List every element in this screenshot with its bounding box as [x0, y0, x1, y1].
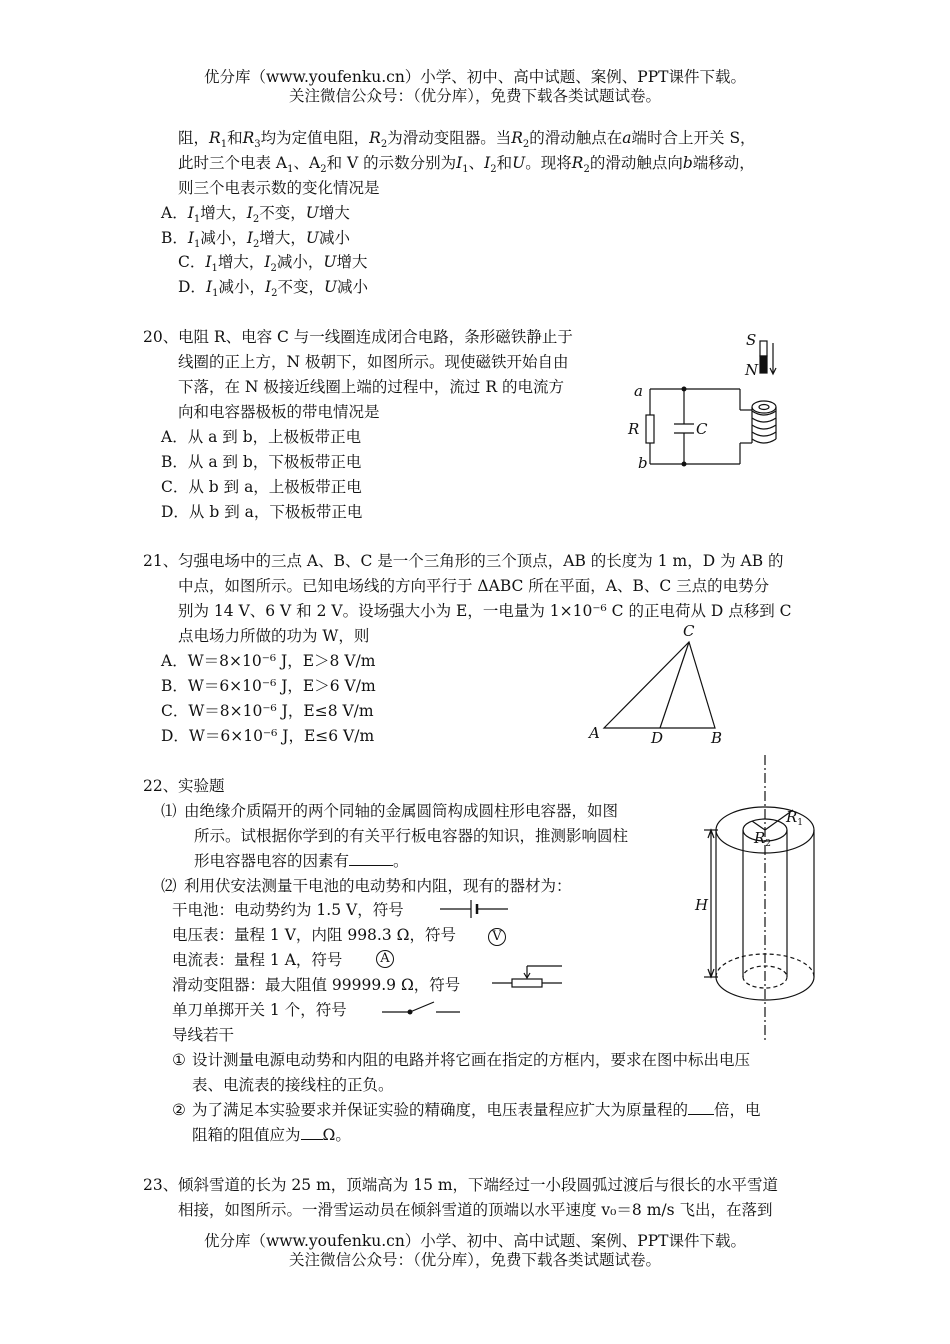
multiple-blank[interactable]	[688, 1100, 714, 1115]
task2-line-2: 阻箱的阻值应为 Ω。	[192, 1126, 351, 1144]
q22-p1-line-1: 由绝缘介质隔开的两个同轴的金属圆筒构成圆柱形电容器，如图	[184, 802, 619, 820]
item-battery: 干电池：电动势约为 1.5 V，符号	[172, 901, 404, 919]
q19-line-3: 则三个电表示数的变化情况是	[178, 179, 380, 197]
q23-number: 23、	[143, 1176, 179, 1194]
magnet-s-pole	[760, 341, 767, 356]
q21-line-1: 匀强电场中的三点 A、B、C 是一个三角形的三个顶点，AB 的长度为 1 m，D 为 AB 的	[178, 552, 784, 570]
q21-triangle-figure	[585, 620, 735, 750]
task1-line-2: 表、电流表的接线柱的正负。	[192, 1076, 394, 1094]
q19-option-b[interactable]: B．$I_1$减小，$I_2$增大，U减小	[161, 229, 351, 251]
q19-option-d[interactable]: D．$I_1$减小，$I_2$不变，U减小	[178, 278, 369, 300]
label-b: B	[711, 729, 723, 747]
label-h: H	[695, 896, 709, 914]
voltmeter-symbol: V	[488, 928, 506, 946]
q20-option-c[interactable]: C．从 b 到 a，上极板带正电	[161, 478, 362, 496]
ammeter-symbol: A	[376, 950, 394, 968]
rheostat-symbol	[492, 962, 564, 994]
resistance-blank[interactable]	[301, 1125, 323, 1140]
q22-title: 实验题	[178, 777, 225, 795]
q20-line-1: 电阻 R、电容 C 与一线圈连成闭合电路，条形磁铁静止于	[178, 328, 573, 346]
label-b: b	[638, 454, 648, 472]
q20-line-2: 线圈的正上方，N 极朝下，如图所示。现使磁铁开始自由	[178, 353, 569, 371]
task1-label: ①	[172, 1051, 186, 1069]
q20-circuit-figure	[620, 325, 790, 475]
switch-symbol	[382, 998, 462, 1020]
header-line-1: 优分库（www.youfenku.cn）小学、初中、高中试题、案例、PPT课件下载。	[203, 68, 747, 86]
task2-line-1: 为了满足本实验要求并保证实验的精确度，电压表量程应扩大为原量程的 倍，电	[192, 1101, 761, 1119]
label-r: R	[628, 420, 640, 438]
header-line-2: 关注微信公众号：（优分库），免费下载各类试题试卷。	[288, 87, 661, 105]
footer-line-2: 关注微信公众号：（优分库），免费下载各类试题试卷。	[288, 1251, 661, 1269]
q22-p1-label: ⑴	[161, 802, 177, 820]
task2-label: ②	[172, 1101, 186, 1119]
q20-line-3: 下落，在 N 极接近线圈上端的过程中，流过 R 的电流方	[178, 378, 564, 396]
label-d: D	[651, 729, 664, 747]
q21-line-2: 中点，如图所示。已知电场线的方向平行于 ΔABC 所在平面，A、B、C 三点的电势分	[178, 577, 770, 595]
magnet-n-pole	[760, 356, 767, 373]
item-switch: 单刀单掷开关 1 个，符号	[172, 1001, 347, 1019]
q23-line-1: 倾斜雪道的长为 25 m，顶端高为 15 m，下端经过一小段圆弧过渡后与很长的水平雪道	[178, 1176, 779, 1194]
q22-p1-line-3: 形电容器电容的因素有 。	[194, 852, 409, 870]
label-r1: R	[786, 808, 798, 826]
q21-option-d[interactable]: D．W＝6×10⁻⁶ J，E≤6 V/m	[161, 727, 375, 745]
q21-option-c[interactable]: C．W＝8×10⁻⁶ J，E≤8 V/m	[161, 702, 374, 720]
q22-number: 22、	[143, 777, 179, 795]
q20-line-4: 向和电容器极板的带电情况是	[178, 403, 380, 421]
q21-number: 21、	[143, 552, 179, 570]
q19-line-2: 此时三个电表 $A_1$、$A_2$和 V 的示数分别为$I_1$、$I_2$和U。现将$R_2$的滑动触点向b端移动，	[178, 154, 755, 176]
label-a: a	[634, 382, 643, 400]
label-s: S	[746, 331, 757, 349]
cylinder-capacitor-figure	[690, 755, 815, 1045]
label-r2: R	[754, 829, 766, 847]
item-ammeter: 电流表：量程 1 A，符号	[172, 951, 343, 969]
svg-text:R1: $R_1$	[786, 808, 804, 828]
answer-blank[interactable]	[349, 851, 393, 866]
resistor-r	[646, 415, 654, 443]
item-wires: 导线若干	[172, 1026, 235, 1044]
q21-option-a[interactable]: A．W＝8×10⁻⁶ J，E＞8 V/m	[161, 652, 376, 670]
footer-line-1: 优分库（www.youfenku.cn）小学、初中、高中试题、案例、PPT课件下载。	[203, 1232, 747, 1250]
q19-option-a[interactable]: A．$I_1$增大，$I_2$不变，U增大	[161, 204, 350, 226]
q19-option-c[interactable]: C．$I_1$增大，$I_2$减小，U增大	[178, 253, 368, 275]
q20-option-a[interactable]: A．从 a 到 b，上极板带正电	[161, 428, 362, 446]
q22-p2-line-1: 利用伏安法测量干电池的电动势和内阻，现有的器材为：	[184, 877, 572, 895]
item-rheostat: 滑动变阻器：最大阻值 99999.9 Ω，符号	[172, 976, 461, 994]
q19-line-1: 阻，$R_1$和$R_3$均为定值电阻，$R_2$为滑动变阻器。当$R_2$的滑动触点在a端时合上开关 S，	[178, 129, 756, 151]
q22-p2-label: ⑵	[161, 877, 177, 895]
q21-line-4: 点电场力所做的功为 W，则	[178, 627, 370, 645]
q20-option-b[interactable]: B．从 a 到 b，下极板带正电	[161, 453, 362, 471]
q22-p1-line-2: 所示。试根据你学到的有关平行板电容器的知识，推测影响圆柱	[194, 827, 629, 845]
q20-option-d[interactable]: D．从 b 到 a，下极板带正电	[161, 503, 363, 521]
q21-line-3: 别为 14 V、6 V 和 2 V。设场强大小为 E，一电量为 1×10⁻⁶ C 的正电荷从 D 点移到 C	[178, 602, 792, 620]
battery-symbol	[440, 898, 510, 920]
coil-windings	[752, 407, 776, 443]
task1-line-1: 设计测量电源电动势和内阻的电路并将它画在指定的方框内，要求在图中标出电压	[192, 1051, 751, 1069]
label-c: C	[696, 420, 708, 438]
triangle-abc	[604, 642, 715, 728]
coil-top	[752, 401, 776, 413]
svg-text:R2: $R_2$	[754, 829, 772, 849]
q23-line-2: 相接，如图所示。一滑雪运动员在倾斜雪道的顶端以水平速度 v₀＝8 m/s 飞出，在落到	[178, 1201, 773, 1219]
q21-option-b[interactable]: B．W＝6×10⁻⁶ J，E＞6 V/m	[161, 677, 376, 695]
label-n: N	[745, 361, 759, 379]
median-dc	[660, 642, 689, 728]
label-a: A	[589, 724, 600, 742]
label-c: C	[683, 622, 695, 640]
item-voltmeter: 电压表：量程 1 V，内阻 998.3 Ω，符号	[172, 926, 456, 944]
q20-number: 20、	[143, 328, 179, 346]
